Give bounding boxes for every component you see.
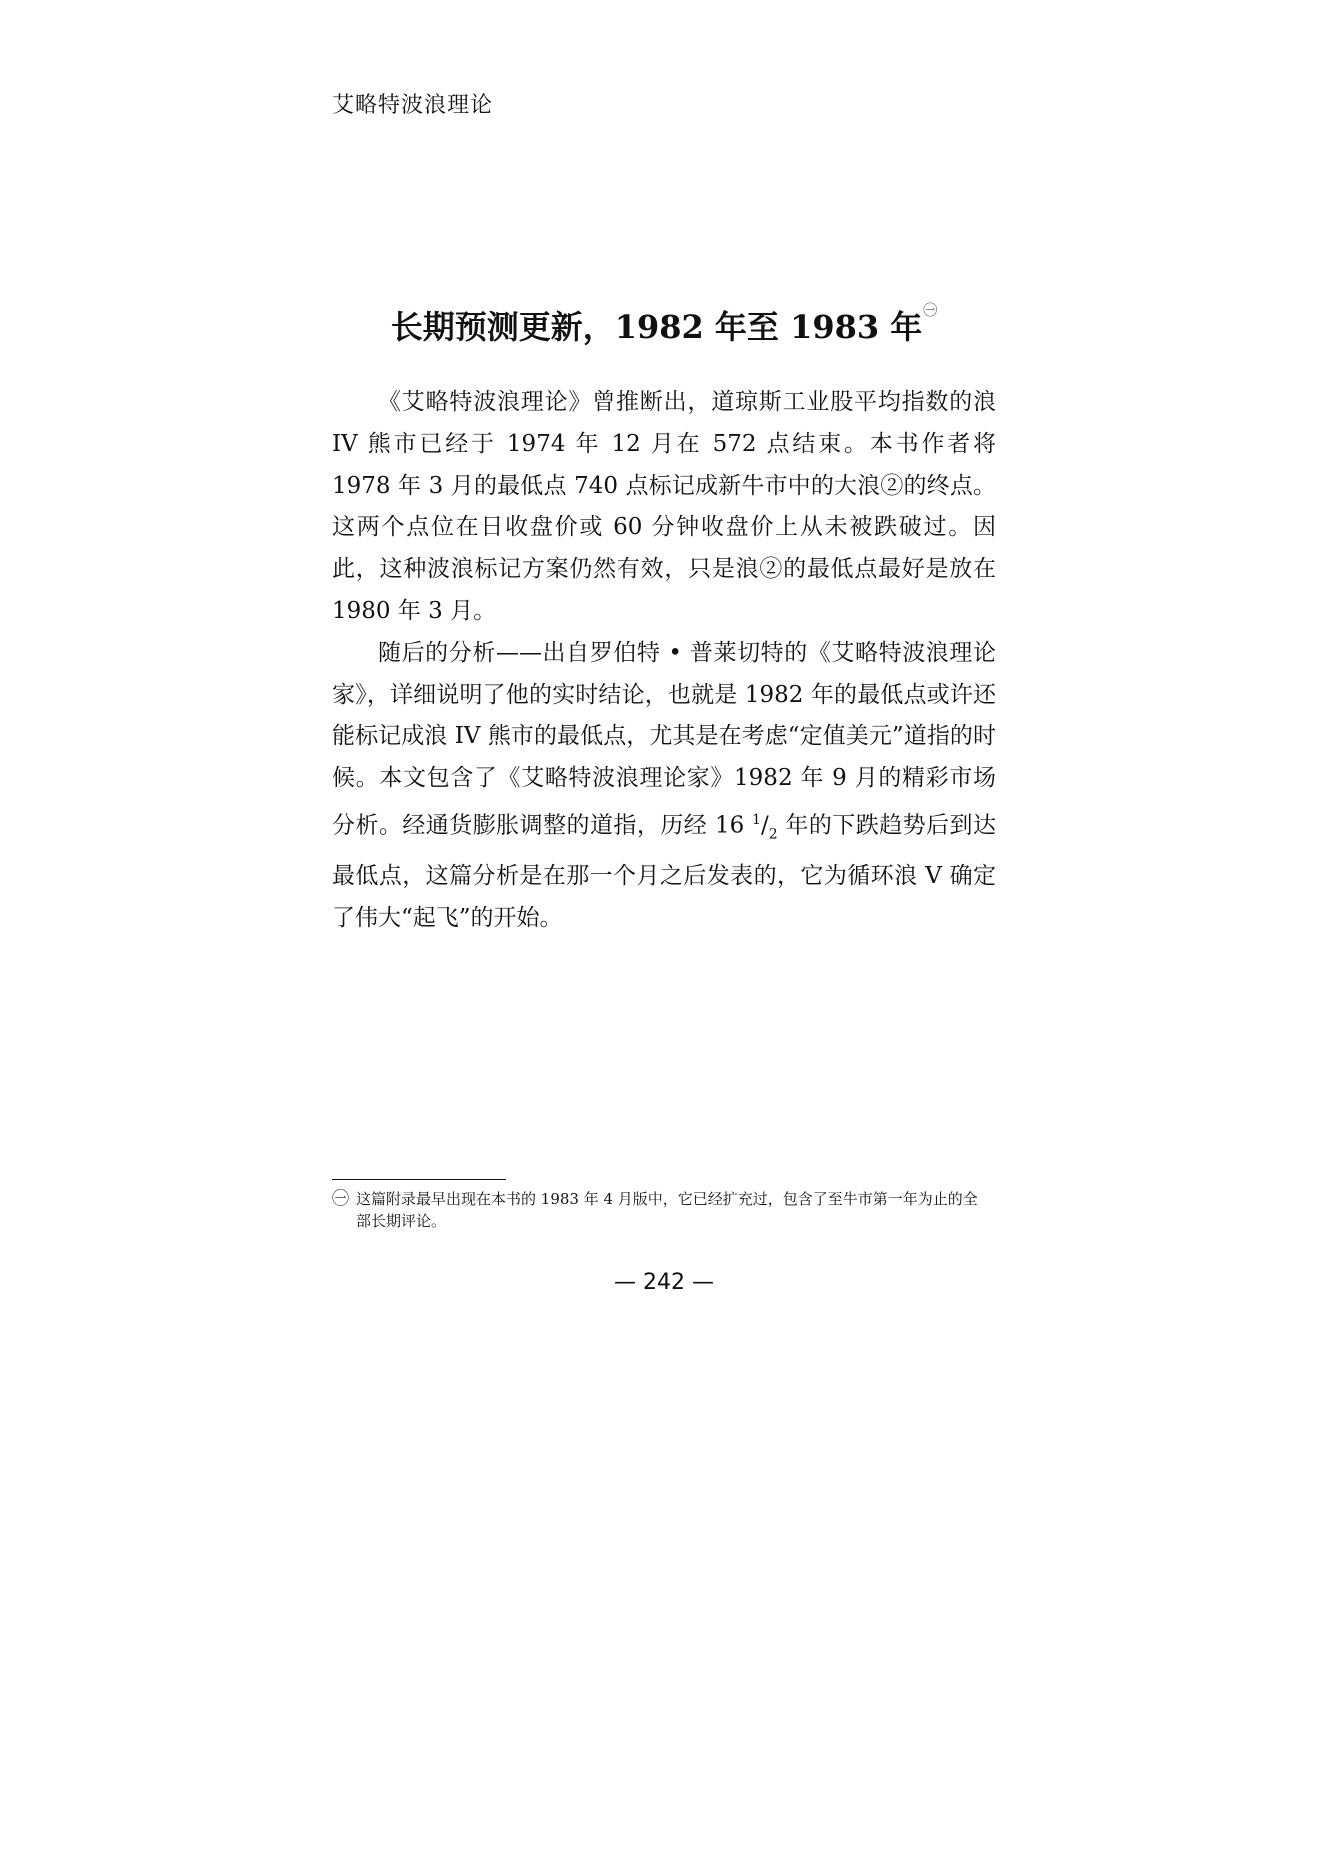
fraction-slash: / <box>760 812 769 839</box>
footnote-text: 这篇附录最早出现在本书的 1983 年 4 月版中，它已经扩充过，包含了至牛市第一年为止的全部长期评论。 <box>356 1190 978 1230</box>
fraction-numerator: 1 <box>752 811 761 828</box>
chapter-title-text: 长期预测更新，1982 年至 1983 年 <box>390 308 923 346</box>
chapter-title <box>332 302 996 348</box>
page-number: — 242 — <box>614 1270 714 1295</box>
paragraph-1: 《艾略特波浪理论》曾推断出，道琼斯工业股平均指数的浪 IV 熊市已经于 1974 年 12 月在 572 点结束。本书作者将 1978 年 3 月的最低点 740 点标记成新牛市中的大浪②的终点。这两个点位在日收盘价或 60 分钟收盘价上从未被跌破过。因此，这种波浪标记方案仍然有效，只是浪②的最低点最好是放在 1980 年 3 月。 <box>332 389 996 624</box>
footnote-divider <box>332 1179 506 1180</box>
paragraph-2-text-before: 随后的分析——出自罗伯特 • 普莱切特的《艾略特波浪理论家》，详细说明了他的实时结论，也就是 1982 年的最低点或许还能标记成浪 IV 熊市的最低点，尤其是在考虑“定值美元”道指的时候。本文包含了《艾略特波浪理论家》1982 年 9 月的精彩市场分析。经通货膨胀调整的道指，历经 16 <box>332 639 996 839</box>
body-text <box>332 382 996 940</box>
title-footnote-mark[interactable]: ㊀ <box>923 303 938 319</box>
fraction-denominator: 2 <box>768 826 778 843</box>
footnote <box>332 1188 996 1232</box>
footnote-mark: ㊀ <box>332 1189 349 1209</box>
running-header: 艾略特波浪理论 <box>332 93 494 118</box>
paragraph-2-text-after: 年的下跌趋势后到达最低点，这篇分析是在那一个月之后发表的，它为循环浪 V 确定了伟大“起飞”的开始。 <box>332 812 997 931</box>
paragraph-2 <box>332 633 996 940</box>
